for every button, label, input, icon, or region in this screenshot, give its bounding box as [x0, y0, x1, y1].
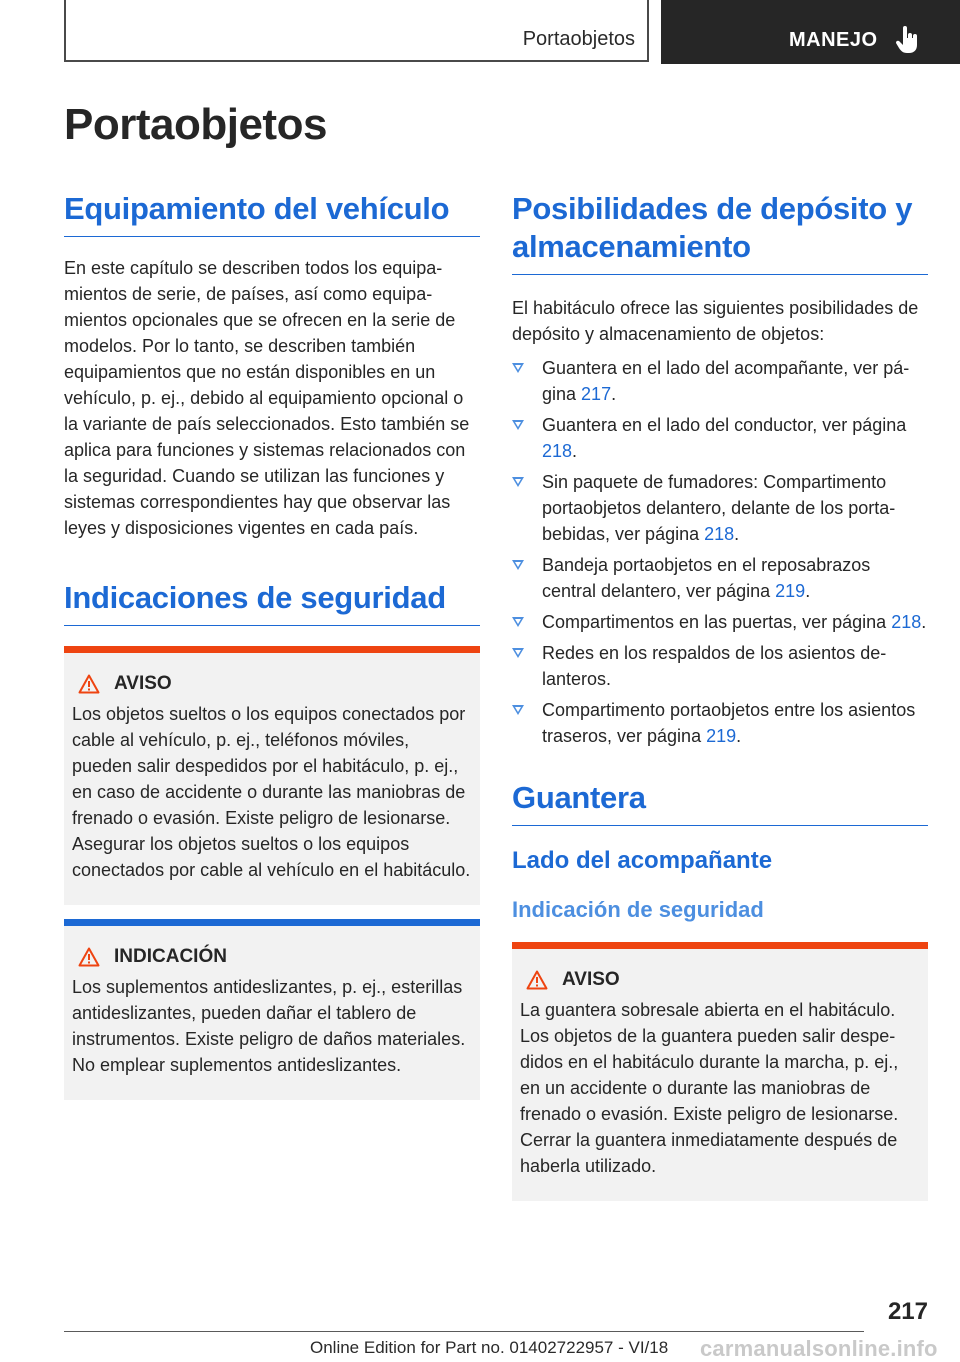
warning-triangle-icon — [78, 947, 100, 967]
storage-item-suffix: . — [734, 524, 740, 544]
note-box — [64, 919, 480, 1100]
warning-text: Los objetos sueltos o los equipos conectados por cable al vehículo, p. ej., teléfonos móviles, pueden salir despedidos por el habitáculo, p. ej., en caso de accidente o durante las maniobras de frenado o evasión. Existe peligro de lesionarse. Asegurar los objetos sueltos o los equipos conectados por cable al vehículo en el habitáculo. — [72, 704, 471, 880]
page-title: Portaobjetos — [64, 100, 327, 149]
note-title — [78, 946, 472, 968]
bullet-triangle-icon — [512, 560, 524, 570]
storage-list-item — [512, 640, 928, 692]
right-column — [512, 190, 928, 1201]
glovebox-warning-text: La guantera sobresale abierta en el habitáculo. Los objetos de la guantera pueden salir despedidos en el habitáculo durante la marcha, p. ej., en un accidente o durante las maniobras de frenado o evasión. Existe peligro de lesionarse. Cerrar la guantera inmediatamente después de haberla utilizado. — [520, 1000, 899, 1176]
header-section-title: Portaobjetos — [522, 28, 635, 50]
heading-safety: Indicaciones de seguridad — [64, 579, 480, 626]
storage-list-item — [512, 355, 928, 407]
storage-list-item — [512, 552, 928, 604]
edition-text: Online Edition for Part no. 01402722957 - VI/18 — [310, 1338, 669, 1357]
storage-item-text: Redes en los respaldos de los asientos delanteros. — [542, 643, 887, 689]
bullet-triangle-icon — [512, 705, 524, 715]
bullet-triangle-icon — [512, 363, 524, 373]
bullet-triangle-icon — [512, 420, 524, 430]
warning-box — [64, 646, 480, 905]
note-text: Los suplementos antideslizantes, p. ej., esterillas antideslizantes, pueden dañar el tablero de instrumentos. Existe peligro de daños materiales. No emplear suplementos antideslizantes. — [72, 977, 466, 1075]
heading-vehicle-equipment: Equipamiento del vehículo — [64, 190, 480, 237]
subheading-passenger-side: Lado del acompañante — [512, 847, 773, 874]
warning-title — [78, 673, 472, 695]
warning-title-label: AVISO — [114, 673, 172, 694]
vehicle-equipment-text: En este capítulo se describen todos los equipamientos de serie, de países, así como equipamientos opcionales que se ofrecen en la serie de modelos. Por lo tanto, se describen también equipamientos que no están disponibles en un vehículo, p. ej., debido al equipamiento opcional o la variante de país seleccionados. Esto también se aplica para funciones y sistemas relacionados con la seguridad. Cuando se utilizan las funciones y sistemas correspondientes hay que observar las leyes y disposiciones vigentes en cada país. — [64, 258, 470, 538]
storage-intro: El habitáculo ofrece las siguientes posibilidades de depósito y almacenamiento de objetos: — [512, 298, 919, 344]
storage-item-text: Compartimento portaobjetos entre los asientos traseros, ver página — [542, 700, 916, 746]
subheading-safety-note: Indicación de seguridad — [512, 897, 764, 922]
storage-item-text: Compartimentos en las puertas, ver página — [542, 612, 892, 632]
storage-item-text: Bandeja portaobjetos en el reposabrazos central delantero, ver página — [542, 555, 871, 601]
storage-item-suffix: . — [736, 726, 742, 746]
heading-glovebox: Guantera — [512, 779, 928, 826]
glovebox-warning-box — [512, 942, 928, 1201]
page-reference-link[interactable]: 218 — [891, 612, 922, 632]
glovebox-warning-title-label: AVISO — [562, 969, 620, 990]
page-reference-link[interactable]: 219 — [775, 581, 806, 601]
warning-triangle-icon — [78, 674, 100, 694]
footer-divider — [64, 1331, 864, 1332]
page-reference-link[interactable]: 217 — [581, 384, 612, 404]
storage-item-text: Sin paquete de fumadores: Compartimento portaobjetos delantero, delante de los portabebidas, ver página — [542, 472, 896, 544]
bullet-triangle-icon — [512, 477, 524, 487]
storage-list-item — [512, 469, 928, 547]
storage-list-item — [512, 412, 928, 464]
watermark: carmanualsonline.info — [700, 1336, 938, 1361]
left-column — [64, 190, 480, 1100]
storage-item-text: Guantera en el lado del acompañante, ver página — [542, 358, 910, 404]
storage-item-suffix: . — [572, 441, 578, 461]
heading-storage: Posibilidades de depósito y almacenamiento — [512, 190, 928, 275]
storage-list-item — [512, 697, 928, 749]
header-chapter-label: MANEJO — [789, 29, 878, 51]
storage-item-text: Guantera en el lado del conductor, ver página — [542, 415, 907, 435]
bullet-triangle-icon — [512, 617, 524, 627]
page-reference-link[interactable]: 219 — [706, 726, 737, 746]
page-reference-link[interactable]: 218 — [542, 441, 573, 461]
storage-list-item — [512, 609, 928, 635]
bullet-triangle-icon — [512, 648, 524, 658]
page-reference-link[interactable]: 218 — [704, 524, 735, 544]
warning-triangle-icon — [526, 970, 548, 990]
note-title-label: INDICACIÓN — [114, 946, 227, 967]
storage-item-suffix: . — [921, 612, 927, 632]
page-number: 217 — [887, 1298, 928, 1325]
storage-list — [512, 355, 928, 749]
storage-item-suffix: . — [611, 384, 617, 404]
glovebox-warning-title — [526, 969, 920, 991]
storage-item-suffix: . — [805, 581, 811, 601]
hand-pointer-icon — [895, 26, 921, 54]
